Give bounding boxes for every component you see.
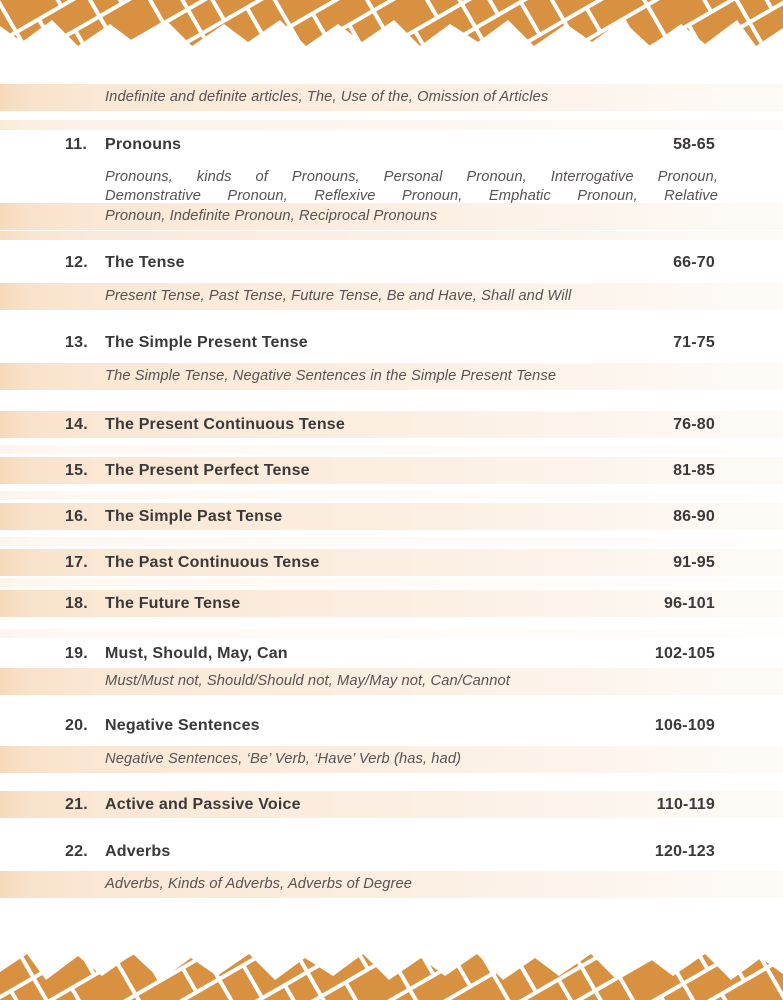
toc-description-modals: Must/Must not, Should/Should not, May/May not, Can/Cannot	[0, 668, 783, 695]
entry-number: 18.	[65, 595, 88, 612]
toc-entry-15	[0, 457, 783, 484]
toc-entry-19	[0, 640, 783, 667]
entry-title: The Present Continuous Tense	[105, 416, 345, 433]
toc-entry-12	[0, 249, 783, 276]
toc-entry-21	[0, 791, 783, 818]
toc-entry-11	[0, 131, 783, 158]
entry-pages: 96-101	[663, 595, 715, 612]
faint-stripe-band	[0, 231, 783, 240]
description-line: Demonstrative Pronoun, Reflexive Pronoun, Emphatic Pronoun, Relative	[105, 188, 718, 205]
toc-entry-16	[0, 503, 783, 530]
faint-stripe-band	[0, 445, 783, 454]
entry-title: Active and Passive Voice	[105, 796, 301, 813]
entry-title: Negative Sentences	[105, 717, 260, 734]
entry-number: 22.	[65, 843, 88, 860]
entry-title: The Future Tense	[105, 595, 241, 612]
entry-pages: 91-95	[673, 554, 715, 571]
entry-pages: 71-75	[673, 334, 715, 351]
toc-entry-18	[0, 590, 783, 617]
toc-entry-17	[0, 549, 783, 576]
faint-stripe-band	[0, 578, 783, 587]
entry-title: The Past Continuous Tense	[105, 554, 320, 571]
brick-border-bottom	[0, 954, 783, 1000]
entry-number: 21.	[65, 796, 88, 813]
entry-number: 12.	[65, 254, 88, 271]
entry-title: Pronouns	[105, 136, 182, 153]
description-line: Pronouns, kinds of Pronouns, Personal Pronoun, Interrogative Pronoun,	[105, 169, 718, 185]
entry-pages: 58-65	[673, 136, 715, 153]
entry-number: 13.	[65, 334, 88, 351]
entry-number: 14.	[65, 416, 88, 433]
entry-pages: 76-80	[673, 416, 715, 433]
entry-title: The Simple Present Tense	[105, 334, 308, 351]
entry-number: 17.	[65, 554, 88, 571]
faint-stripe-band	[0, 491, 783, 500]
faint-stripe-band	[0, 120, 783, 130]
entry-pages: 120-123	[654, 843, 715, 860]
toc-entry-22	[0, 838, 783, 865]
toc-description-articles: Indefinite and definite articles, The, Use of the, Omission of Articles	[0, 84, 783, 111]
toc-description-simple-present: The Simple Tense, Negative Sentences in the Simple Present Tense	[0, 363, 783, 390]
toc-entry-13	[0, 329, 783, 356]
entry-pages: 81-85	[673, 462, 715, 479]
entry-title: The Present Perfect Tense	[105, 462, 310, 479]
entry-number: 20.	[65, 717, 88, 734]
entry-number: 15.	[65, 462, 88, 479]
entry-pages: 106-109	[654, 717, 715, 734]
entry-title: The Simple Past Tense	[105, 508, 283, 525]
entry-number: 11.	[65, 136, 87, 153]
entry-title: Must, Should, May, Can	[105, 645, 288, 662]
toc-description-pronouns	[105, 168, 718, 226]
entry-pages: 110-119	[656, 796, 715, 813]
toc-description-tense: Present Tense, Past Tense, Future Tense, Be and Have, Shall and Will	[0, 283, 783, 310]
toc-description-negative: Negative Sentences, ‘Be’ Verb, ‘Have’ Verb (has, had)	[0, 746, 783, 773]
toc-entry-14	[0, 411, 783, 438]
entry-number: 16.	[65, 508, 88, 525]
entry-pages: 66-70	[673, 254, 715, 271]
entry-pages: 86-90	[673, 508, 715, 525]
brick-border-top	[0, 0, 783, 48]
entry-title: The Tense	[105, 254, 185, 271]
entry-number: 19.	[65, 645, 88, 662]
faint-stripe-band	[0, 537, 783, 546]
faint-stripe-band	[0, 629, 783, 638]
entry-title: Adverbs	[105, 843, 171, 860]
entry-pages: 102-105	[654, 645, 715, 662]
description-line: Pronoun, Indefinite Pronoun, Reciprocal Pronouns	[105, 207, 438, 224]
toc-description-adverbs: Adverbs, Kinds of Adverbs, Adverbs of Degree	[0, 871, 783, 898]
toc-entry-20	[0, 712, 783, 739]
